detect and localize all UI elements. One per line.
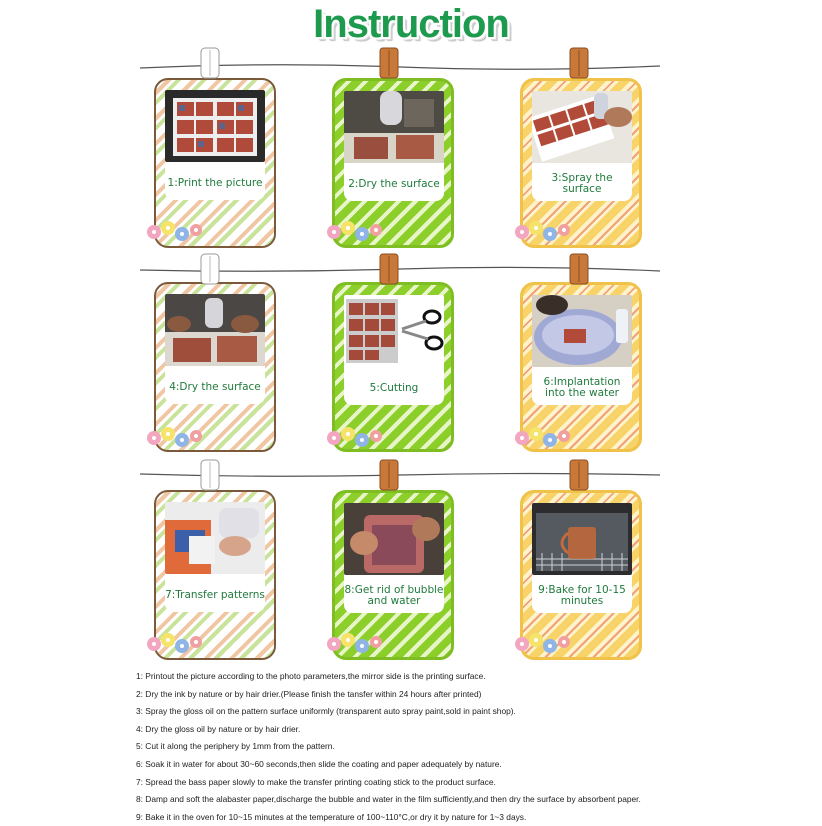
white-clip-icon [197,46,223,80]
donut-sticker-icon [326,424,386,448]
instruction-list [136,668,776,826]
step-photo [532,503,632,575]
step-label: 3:Spray the surface [551,172,613,195]
step-photo [165,90,265,162]
step-label: 9:Bake for 10-15 minutes [538,584,626,607]
donut-sticker-icon [146,424,206,448]
instruction-item: 9: Bake it in the oven for 10~15 minutes at the temperature of 100~110°C,or dry it by nature for 1~3 days. [136,811,527,822]
step-photo [165,502,265,574]
donut-sticker-icon [514,630,574,654]
step-photo [344,91,444,163]
donut-sticker-icon [514,218,574,242]
donut-sticker-icon [146,218,206,242]
instruction-item: 2: Dry the ink by nature or by hair drier.(Please finish the tansfer within 24 hours after printed) [136,688,482,699]
step-label: 5:Cutting [369,381,419,394]
donut-sticker-icon [146,630,206,654]
instruction-item: 5: Cut it along the periphery by 1mm from the pattern. [136,741,335,752]
instruction-item: 8: Damp and soft the alabaster paper,discharge the bubble and water in the film sufficiently,and then dry the surface by absorbent paper. [136,794,641,805]
step-label: 8:Get rid of bubble and water [344,584,444,607]
white-clip-icon [197,458,223,492]
donut-sticker-icon [326,630,386,654]
step-photo [532,295,632,367]
wood-clip-icon [376,458,402,492]
step-label: 4:Dry the surface [169,380,261,393]
wood-clip-icon [566,458,592,492]
step-label: 6:Implantation into the water [543,376,621,399]
page-title: Instruction [313,2,509,46]
white-clip-icon [197,252,223,286]
instruction-item: 7: Spread the bass paper slowly to make the transfer printing coating stick to the product surface. [136,776,496,787]
wood-clip-icon [566,252,592,286]
instruction-item: 1: Printout the picture according to the photo parameters,the mirror side is the printing surface. [136,671,486,681]
step-photo [344,295,444,367]
instruction-item: 4: Dry the gloss oil by nature or by hair drier. [136,723,301,734]
step-photo [344,503,444,575]
step-label: 7:Transfer patterns [165,588,265,601]
step-photo [532,91,632,163]
instruction-item: 6: Soak it in water for about 30~60 seconds,then slide the coating and paper adequately by nature. [136,758,502,769]
wood-clip-icon [376,46,402,80]
donut-sticker-icon [514,424,574,448]
donut-sticker-icon [326,218,386,242]
step-label: 1:Print the picture [167,176,263,189]
step-photo [165,294,265,366]
wood-clip-icon [376,252,402,286]
instruction-item: 3: Spray the gloss oil on the pattern surface uniformly (transparent auto spray paint,sold in paint shop). [136,706,516,717]
step-label: 2:Dry the surface [348,177,440,190]
wood-clip-icon [566,46,592,80]
